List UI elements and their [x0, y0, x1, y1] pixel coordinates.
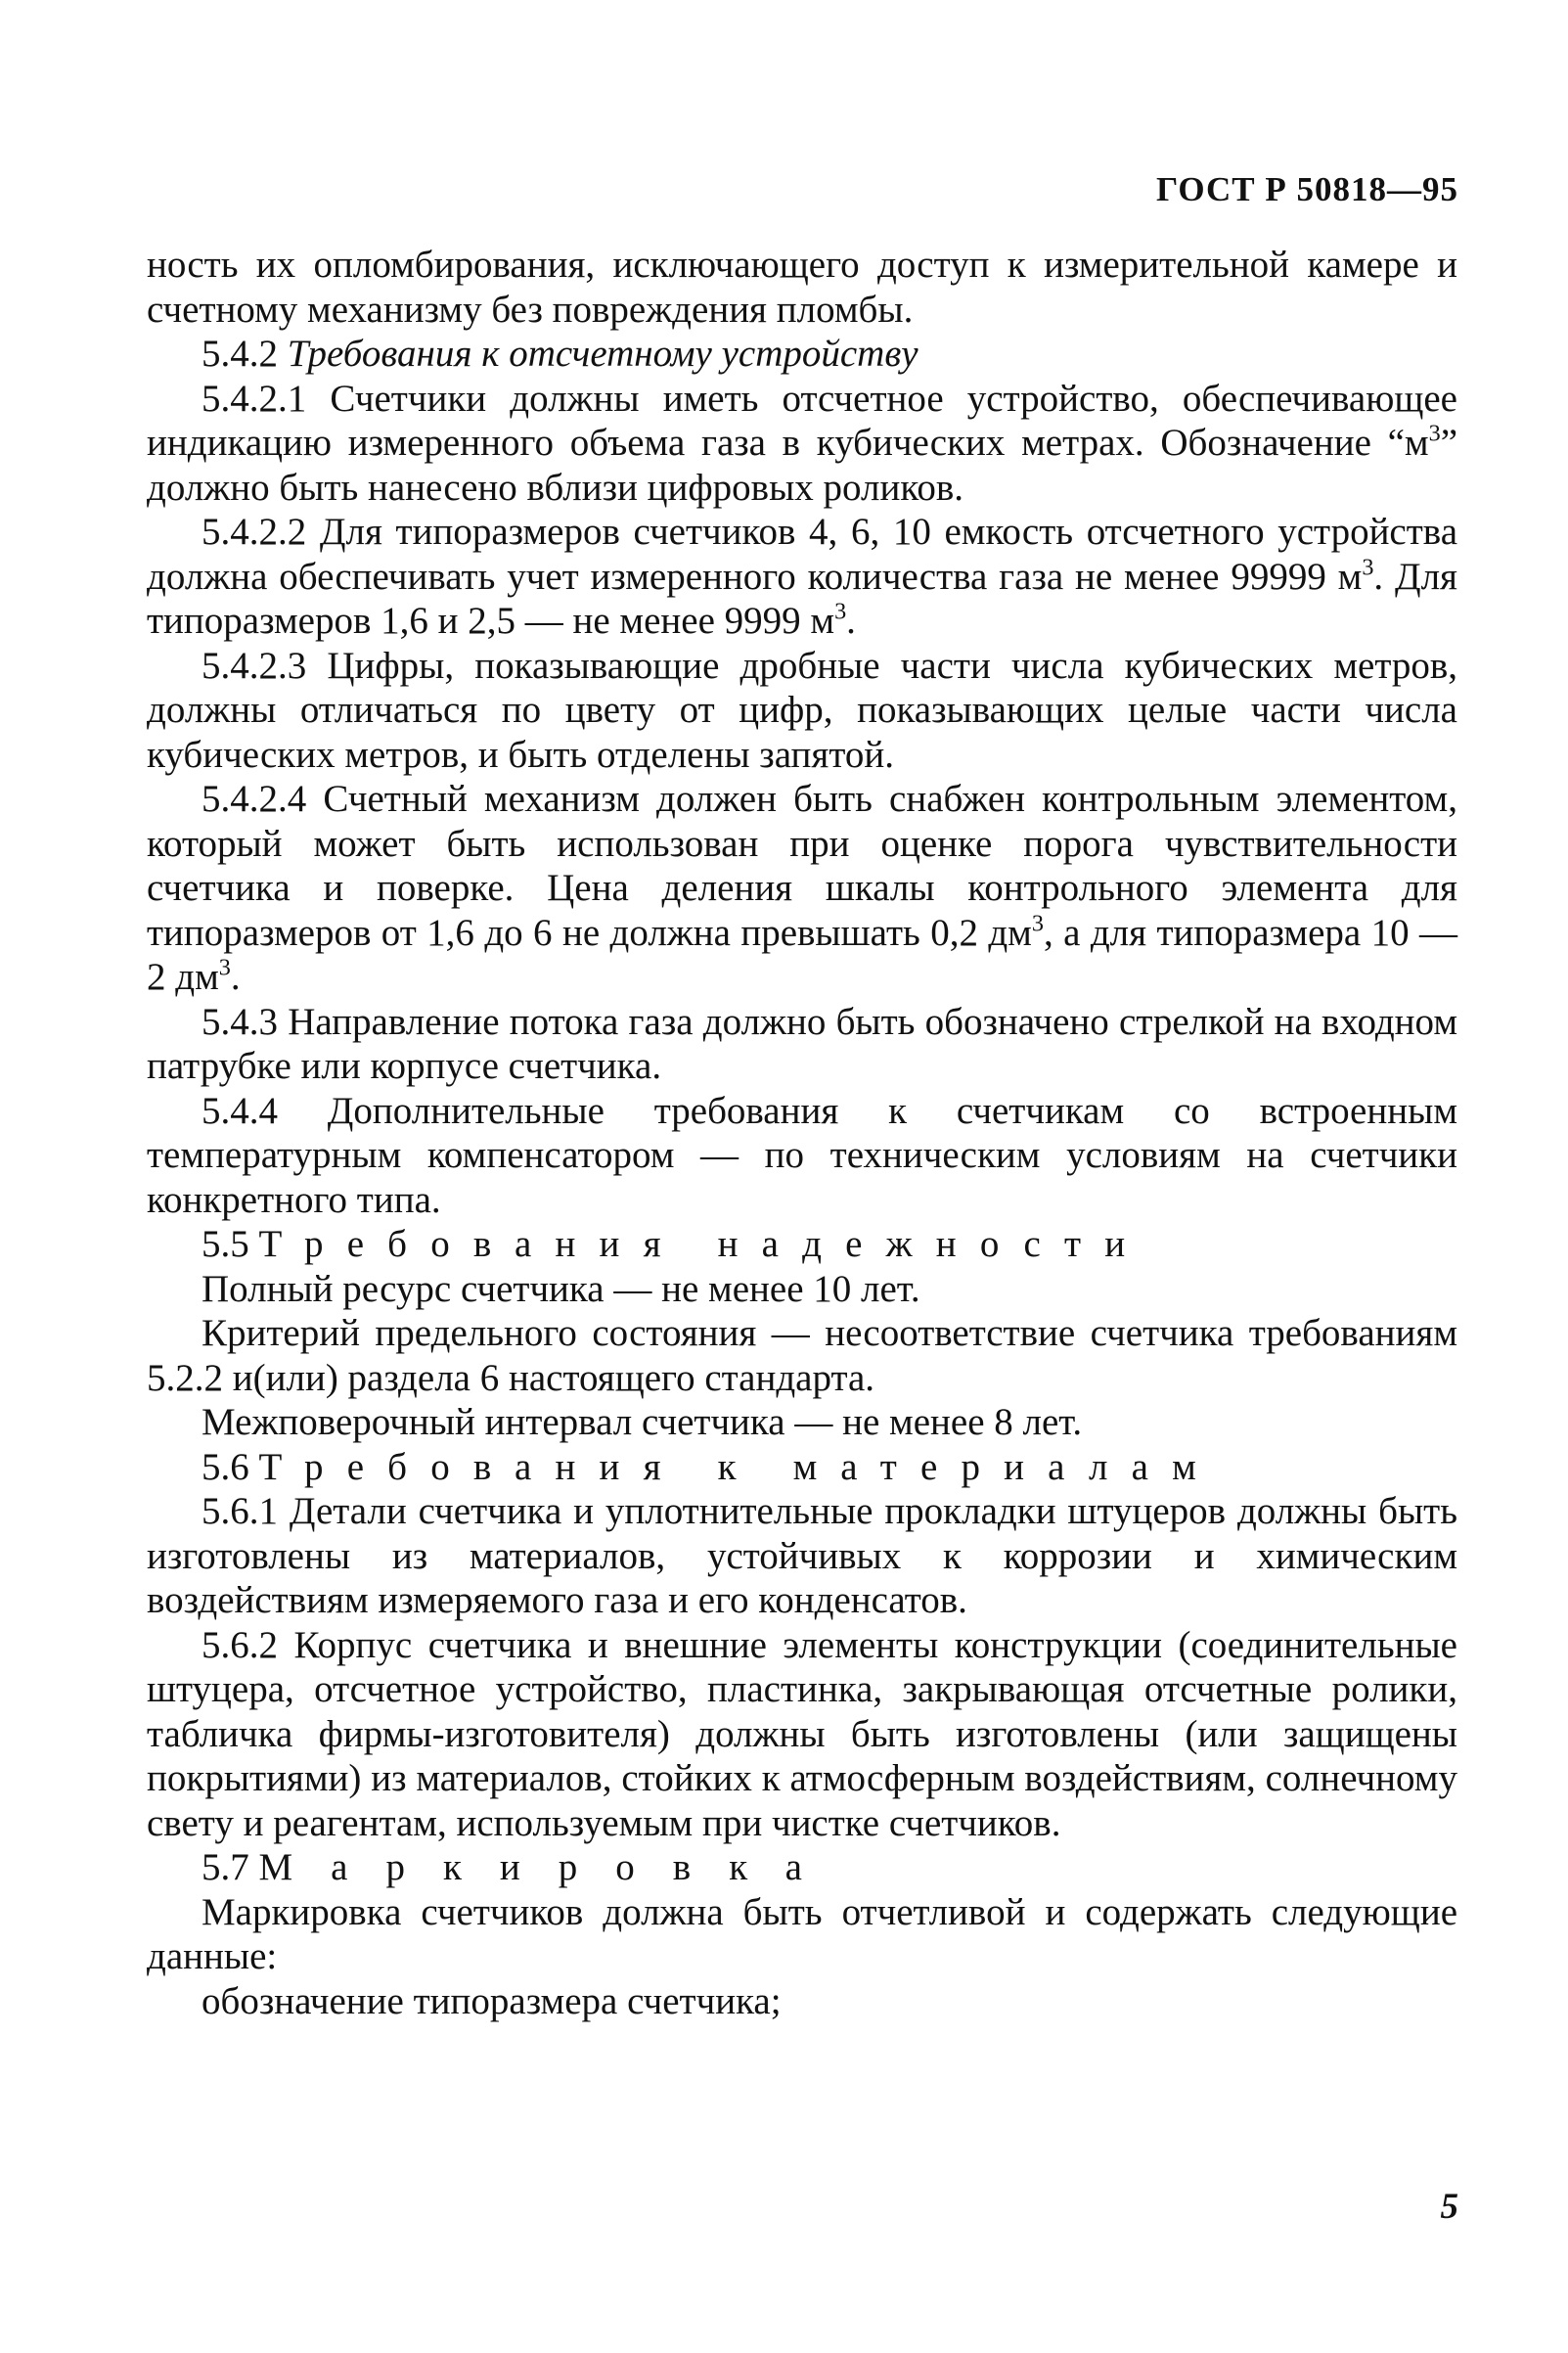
paragraph-text: 5.6.2 Корпус счетчика и внешние элементы конструкции (соединительные штуцера, отсчетное устройство, пластинка, закрывающая отсчетные ролики, табличка фирмы-изготовителя) должны быть изготовлены (или защищены покрытиями) из материалов, стойких к атмосферным воздействиям, солнечному свету и реагентам, используемым при чистке счетчиков. — [147, 1623, 1457, 1844]
superscript: 3 — [1031, 910, 1044, 936]
document-header: ГОСТ Р 50818—95 — [1155, 170, 1458, 208]
subsection-heading-5-4-2 — [147, 332, 1457, 377]
paragraph-5-4-2-4 — [147, 777, 1457, 1000]
paragraph-marking-item — [147, 1979, 1457, 2024]
section-number: 5.7 — [202, 1846, 249, 1888]
section-number: 5.4.2 — [202, 333, 278, 375]
paragraph-5-4-4 — [147, 1089, 1457, 1223]
paragraph-text: 5.4.2.3 Цифры, показывающие дробные части числа кубических метров, должны отличаться по цвету от цифр, показывающих целые части числа кубических метров, и быть отделены запятой. — [147, 644, 1457, 776]
superscript: 3 — [1362, 554, 1374, 580]
page-number: 5 — [1440, 2187, 1458, 2227]
section-title: Требования к материалам — [258, 1445, 1221, 1488]
paragraph-text: , а для типоразмера 10 —2 дм — [147, 911, 1457, 998]
section-heading-5-6 — [147, 1445, 1457, 1490]
paragraph-text: 5.4.2.2 Для типоразмеров счетчиков 4, 6, 10 емкость отсчетного устройства должна обеспечивать учет измеренного количества газа не менее 99999 м — [147, 511, 1457, 598]
paragraph-5-6-2 — [147, 1623, 1457, 1846]
paragraph-text: ность их опломбирования, исключающего доступ к измерительной камере и счетному механизму без повреждения пломбы. — [147, 244, 1457, 331]
paragraph-5-4-3 — [147, 1000, 1457, 1089]
document-body — [147, 243, 1457, 2023]
paragraph-5-4-2-2 — [147, 510, 1457, 644]
section-title: Требования к отсчетному устройству — [287, 333, 918, 375]
section-heading-5-5 — [147, 1222, 1457, 1267]
paragraph-text: 5.4.2.4 Счетный механизм должен быть снабжен контрольным элементом, который может быть использован при оценке порога чувствительности счетчика и поверке. Цена деления шкалы контрольного элемента для типоразмеров от 1,6 до 6 не должна превышать 0,2 дм — [147, 778, 1457, 954]
paragraph-text: Межповерочный интервал счетчика — не менее 8 лет. — [202, 1401, 1083, 1443]
paragraph-text: обозначение типоразмера счетчика; — [202, 1979, 782, 2022]
paragraph-text: . — [230, 956, 241, 998]
paragraph-resource — [147, 1267, 1457, 1312]
section-title: Требования надежности — [258, 1223, 1149, 1265]
paragraph-text: 5.4.4 Дополнительные требования к счетчикам со встроенным температурным компенсатором — по техническим условиям на счетчики конкретного типа. — [147, 1089, 1457, 1221]
paragraph-interval — [147, 1400, 1457, 1445]
paragraph-text: . — [846, 600, 856, 642]
paragraph-text: Полный ресурс счетчика — не менее 10 лет. — [202, 1267, 920, 1310]
paragraph-text: Критерий предельного состояния — несоответствие счетчика требованиям 5.2.2 и(или) раздела 6 настоящего стандарта. — [147, 1312, 1457, 1399]
paragraph-text: ” должно быть нанесено вблизи цифровых роликов. — [147, 422, 1457, 509]
paragraph-text: 5.6.1 Детали счетчика и уплотнительные прокладки штуцеров должны быть изготовлены из материалов, устойчивых к коррозии и химическим воздействиям измеряемого газа и его конденсатов. — [147, 1490, 1457, 1621]
superscript: 3 — [218, 954, 231, 981]
paragraph-text: Маркировка счетчиков должна быть отчетливой и содержать следующие данные: — [147, 1890, 1457, 1977]
section-title: Маркировка — [258, 1846, 840, 1888]
paragraph-text: 5.4.2.1 Счетчики должны иметь отсчетное устройство, обеспечивающее индикацию измеренного объема газа в кубических метрах. Обозначение “м — [147, 377, 1457, 464]
superscript: 3 — [834, 598, 847, 625]
paragraph-5-4-2-3 — [147, 644, 1457, 778]
section-number: 5.6 — [202, 1445, 249, 1488]
paragraph-5-4-2-1 — [147, 377, 1457, 511]
section-heading-5-7 — [147, 1845, 1457, 1890]
paragraph-marking — [147, 1890, 1457, 1979]
paragraph-continuation — [147, 243, 1457, 332]
paragraph-criterion — [147, 1311, 1457, 1400]
superscript: 3 — [1428, 420, 1441, 447]
paragraph-5-6-1 — [147, 1489, 1457, 1623]
paragraph-text: . Для типоразмеров 1,6 и 2,5 — не менее 9999 м — [147, 555, 1457, 642]
section-number: 5.5 — [202, 1223, 249, 1265]
paragraph-text: 5.4.3 Направление потока газа должно быть обозначено стрелкой на входном патрубке или корпусе счетчика. — [147, 1000, 1457, 1087]
